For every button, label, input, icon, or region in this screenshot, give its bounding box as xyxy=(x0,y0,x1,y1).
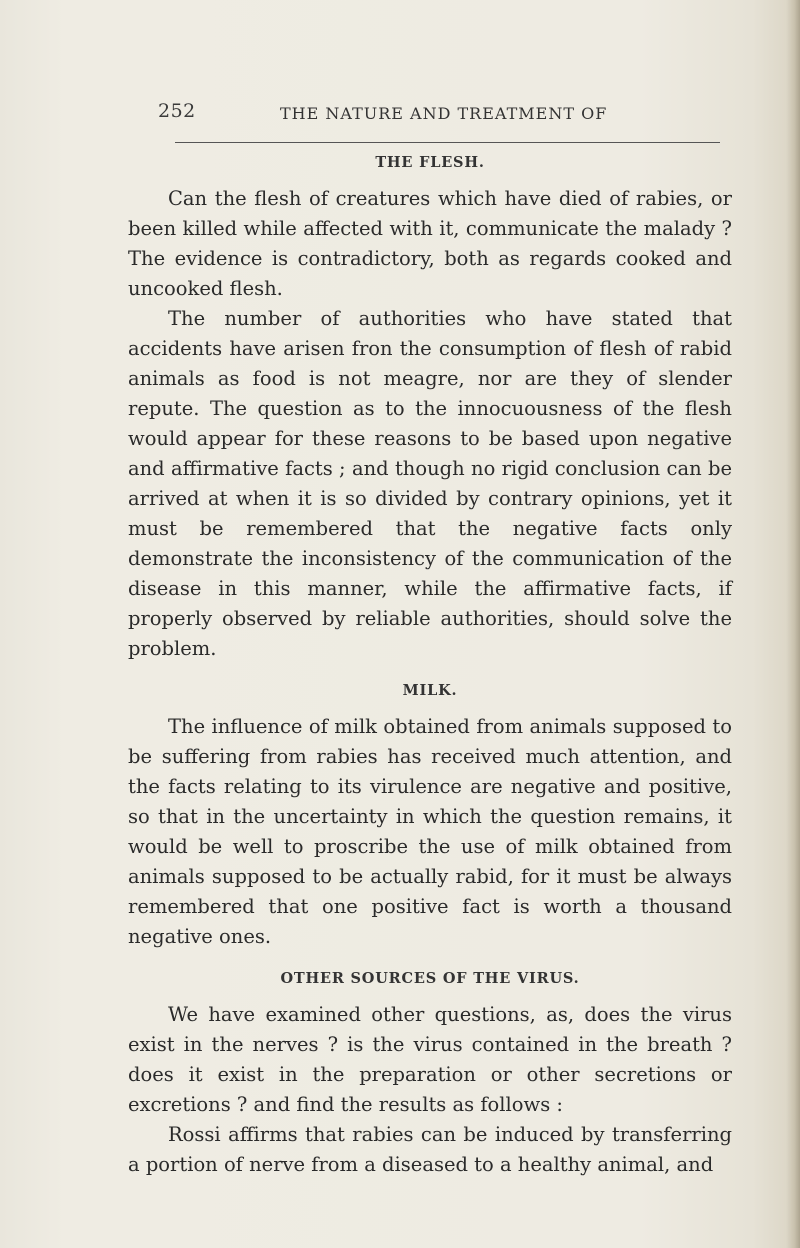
section-heading-milk: MILK. xyxy=(402,682,458,699)
section-heading-other-sources: OTHER SOURCES OF THE VIRUS. xyxy=(280,970,580,987)
header-rule xyxy=(175,142,720,143)
page-edge-shadow xyxy=(786,0,800,1248)
paragraph: We have examined other questions, as, does the virus exist in the nerves ? is the virus contained in the breath ? does it exist in the preparation or other secretions or excretions ? and find the results as follows : xyxy=(128,1003,732,1116)
paragraph: The influence of milk obtained from animals supposed to be suffering from rabies has received much attention, and the facts relating to its virulence are negative and positive, so that in the uncertainty in which the question remains, it would be well to proscribe the use of milk obtained from animals supposed to be actually rabid, for it must be always remembered that one positive fact is worth a thousand negative ones. xyxy=(128,715,732,948)
paragraph: Can the flesh of creatures which have died of rabies, or been killed while affected with it, communicate the malady ? The evidence is contradictory, both as regards cooked and uncooked flesh. xyxy=(128,187,732,300)
section-heading-flesh: THE FLESH. xyxy=(375,154,485,171)
paragraph: The number of authorities who have stated that accidents have arisen fron the consumption of flesh of rabid animals as food is not meagre, nor are they of slender repute. The question as to the innocuousness of the flesh would appear for these reasons to be based upon negative and affirmative facts ; and though no rigid conclusion can be arrived at when it is so divided by contrary opinions, yet it must be remembered that the negative facts only demonstrate the inconsistency of the communication of the disease in this manner, while the affirmative facts, if properly observed by reliable authorities, should solve the problem. xyxy=(128,307,732,660)
paragraph: Rossi affirms that rabies can be induced by transferring a portion of nerve from a diseased to a healthy animal, and xyxy=(128,1123,732,1176)
running-head: THE NATURE AND TREATMENT OF xyxy=(280,104,608,123)
page-header xyxy=(158,100,718,130)
body-text xyxy=(128,148,732,1180)
page-number: 252 xyxy=(158,100,196,122)
